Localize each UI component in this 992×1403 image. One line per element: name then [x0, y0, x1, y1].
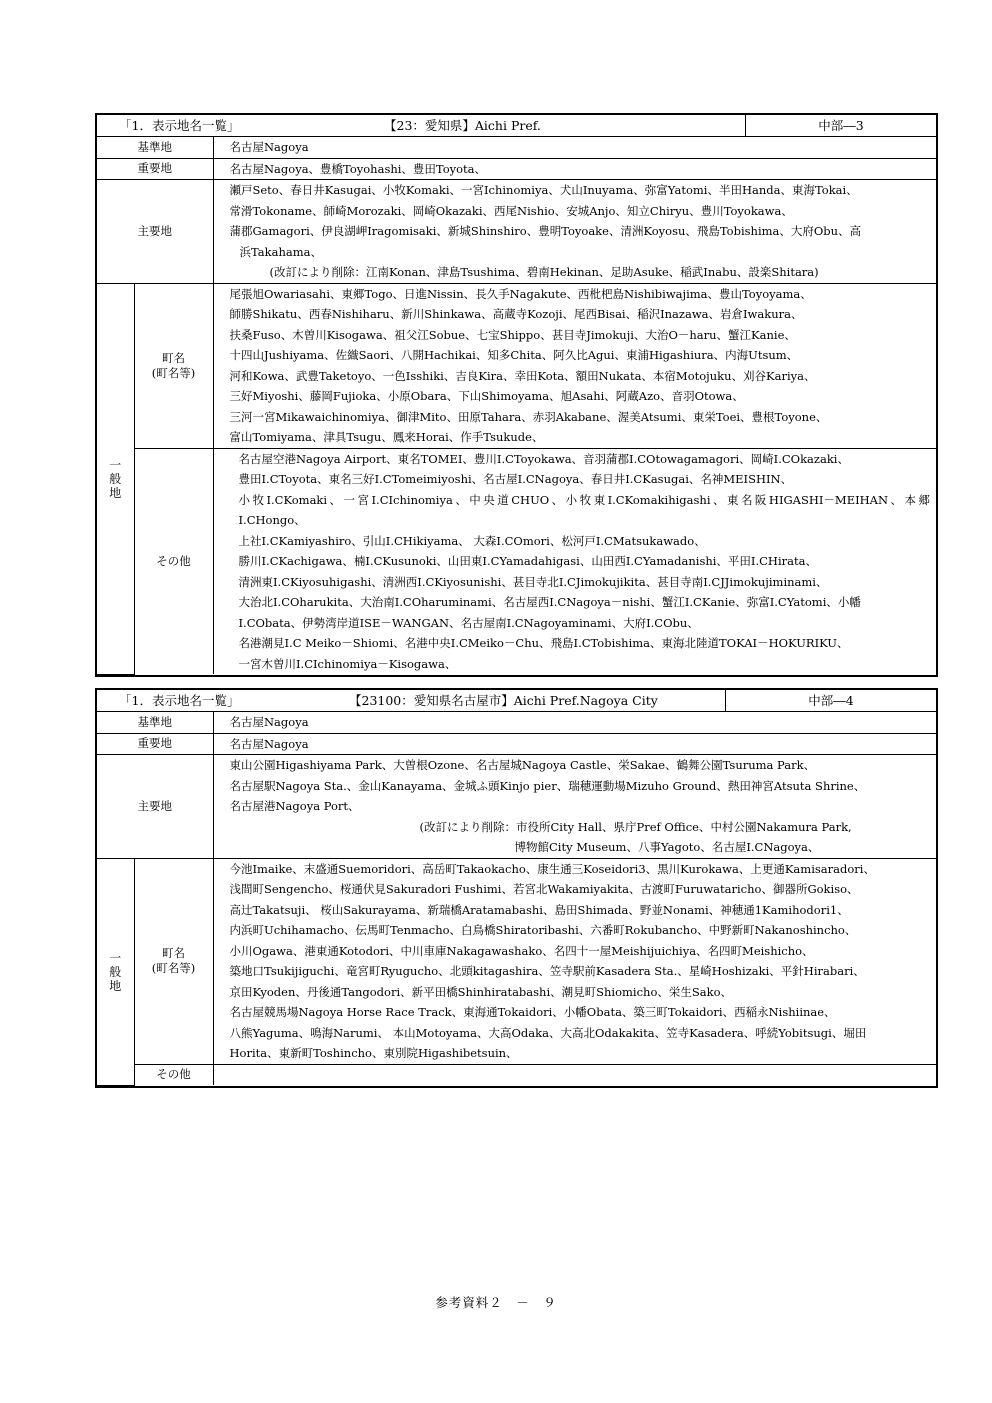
text-line: 富山Tomiyama、津具Tsugu、鳳来Horai、作手Tsukude、	[229, 430, 544, 444]
label-town-main: 町名	[162, 350, 185, 365]
label-town	[134, 858, 213, 1064]
text-line: 名古屋港Nagoya Port、	[229, 799, 360, 813]
text-line: 内浜町Uchihamacho、伝馬町Tenmacho、白鳥橋Shiratoribashi、六番町Rokubancho、中野新町Nakanoshincho、	[229, 923, 857, 937]
label-general-char: 一	[109, 457, 122, 472]
deleted-note: (改訂により削除：江南Konan、津島Tsushima、碧南Hekinan、足助Asuke、稲武Inabu、設楽Shitara)	[269, 265, 819, 279]
text-line: 扶桑Fuso、木曽川Kisogawa、祖父江Sobue、七宝Shippo、甚目寺Jimokuji、大治O－haru、蟹江Kanie、	[229, 327, 796, 342]
label-town-sub: (町名等)	[151, 365, 196, 380]
text-line: Horita、東新町Toshincho、東別院Higashibetsuin、	[229, 1046, 518, 1060]
deleted-note: (改訂により削除：市役所City Hall、県庁Pref Office、中村公園Nakamura Park,	[419, 819, 852, 834]
row-main	[97, 180, 936, 284]
text-line: 名古屋競馬場Nagoya Horse Race Track、東海通Tokaidori、小幡Obata、築三町Tokaidori、西稲永Nishiinae、	[229, 1005, 836, 1019]
label-main: 主要地	[97, 755, 213, 859]
text-line: 浜Takahama、	[239, 244, 322, 259]
text-line: 八熊Yaguma、鳴海Narumi、 本山Motoyama、大高Odaka、大高北Odakakita、笠寺Kasadera、呼続Yobitsugi、堀田	[229, 1025, 867, 1040]
text-line: 高辻Takatsuji、 桜山Sakurayama、新瑞橋Aratamabashi、島田Shimada、野並Nonami、神穂通1Kamihodori1、	[229, 902, 849, 917]
place-table	[97, 712, 936, 1086]
label-other: その他	[134, 1064, 213, 1085]
value-other	[213, 448, 936, 674]
block-region: 【23：愛知県】Aichi Pref.	[384, 118, 541, 133]
row-other	[97, 448, 936, 674]
text-line: 豊田I.CToyota、東名三好I.CTomeimiyoshi、名古屋I.CNagoya、春日井I.CKasugai、名神MEISHIN、	[238, 472, 793, 486]
row-other	[97, 1064, 936, 1085]
text-line: 三河一宮Mikawaichinomiya、御津Mito、田原Tahara、赤羽Akabane、渥美Atsumi、東栄Toei、豊根Toyone、	[229, 409, 828, 424]
text-line: 名港潮見I.C Meiko－Shiomi、名港中央I.CMeiko－Chu、飛島I.CTobishima、東海北陸道TOKAI－HOKURIKU、	[238, 636, 849, 650]
text-line: 一宮木曽川I.CIchinomiya－Kisogawa、	[238, 656, 457, 671]
page-footer: 参考資料２ － ９	[435, 1295, 557, 1310]
label-important: 重要地	[97, 733, 213, 755]
label-general-char: 地	[109, 485, 122, 500]
text-line: 河和Kowa、武豊Taketoyo、一色Isshiki、吉良Kira、幸田Kota、額田Nukata、本宿Motojuku、刈谷Kariya、	[229, 368, 816, 383]
deleted-note: 博物館City Museum、八事Yagoto、名古屋I.CNagoya、	[514, 840, 820, 854]
value-other	[213, 1064, 936, 1085]
place-list-block-nagoya	[95, 688, 938, 1088]
text-line: I.CObata、伊勢湾岸道ISE－WANGAN、名古屋南I.CNagoyaminami、大府I.CObu、	[238, 615, 699, 630]
label-important: 重要地	[97, 158, 213, 180]
text-line: 今池Imaike、末盛通Suemoridori、高岳町Takaokacho、康生通三Koseidori3、黒川Kurokawa、上更通Kamisaradori、	[229, 861, 875, 876]
label-town-main: 町名	[162, 946, 185, 960]
text-line: 師勝Shikatu、西春Nishiharu、新川Shinkawa、高蔵寺Kozoji、尾西Bisai、稲沢Inazawa、岩倉Iwakura、	[229, 307, 803, 321]
row-base	[97, 712, 936, 733]
value-main	[213, 180, 936, 284]
text-line: 上社I.CKamiyashiro、引山I.CHikiyama、 大森I.COmori、松河戸I.CMatsukawado、	[238, 533, 706, 548]
block-title: 「1．表示地名一覧」	[119, 118, 240, 133]
label-general-char: 地	[109, 978, 122, 993]
text-line: 京田Kyoden、丹後通Tangodori、新平田橋Shinhiratabashi、潮見町Shiomicho、栄生Sako、	[229, 984, 732, 999]
label-base: 基準地	[97, 712, 213, 733]
label-general	[97, 858, 134, 1085]
row-town	[97, 283, 936, 448]
value-main	[213, 755, 936, 859]
text-line: 常滑Tokoname、師崎Morozaki、岡崎Okazaki、西尾Nishio、安城Anjo、知立Chiryu、豊川Toyokawa、	[229, 203, 793, 218]
label-general	[97, 283, 134, 674]
block-title-bar	[97, 690, 936, 712]
label-town	[134, 283, 213, 448]
text-line: 名古屋空港Nagoya Airport、東名TOMEI、豊川I.CToyokawa、音羽蒲郡I.COtowagamagori、岡崎I.COkazaki、	[238, 451, 849, 466]
text-line: 東山公園Higashiyama Park、大曽根Ozone、名古屋城Nagoya Castle、栄Sakae、鶴舞公園Tsuruma Park、	[229, 758, 816, 772]
text-line: 大治北I.COharukita、大治南I.COharuminami、名古屋西I.CNagoya－nishi、蟹江I.CKanie、弥富I.CYatomi、小幡	[238, 595, 861, 609]
label-general-char: 般	[109, 964, 122, 979]
row-important	[97, 733, 936, 755]
text-line: 築地口Tsukijiguchi、竜宮町Ryugucho、北頭kitagashira、笠寺駅前Kasadera Sta.、星崎Hoshizaki、平針Hirabari、	[229, 964, 865, 978]
place-list-block-aichi	[95, 113, 938, 677]
value-base: 名古屋Nagoya	[213, 712, 936, 733]
label-town-sub: (町名等)	[151, 961, 196, 975]
text-line: 瀬戸Seto、春日井Kasugai、小牧Komaki、一宮Ichinomiya、犬山Inuyama、弥富Yatomi、半田Handa、東海Tokai、	[229, 183, 858, 197]
text-line: 勝川I.CKachigawa、楠I.CKusunoki、山田東I.CYamadahigasi、山田西I.CYamadanishi、平田I.CHirata、	[238, 554, 817, 568]
text-line: 尾張旭Owariasahi、東郷Togo、日進Nissin、長久手Nagakute、西枇杷島Nishibiwajima、豊山Toyoyama、	[229, 286, 812, 301]
text-line: 小牧I.CKomaki、一宮I.CIchinomiya、中央道CHUO、小牧東I.CKomakihigashi、東名阪HIGASHI－MEIHAN、本郷I.CHongo、	[238, 492, 930, 527]
page-code: 中部―3	[745, 115, 936, 136]
value-base: 名古屋Nagoya	[213, 137, 936, 158]
text-line: 十四山Jushiyama、佐織Saori、八開Hachikai、知多Chita、阿久比Agui、東浦Higashiura、内海Utsum、	[229, 348, 799, 362]
row-main	[97, 755, 936, 859]
text-line: 小川Ogawa、港東通Kotodori、中川車庫Nakagawashako、名四十一屋Meishijuichiya、名四町Meishicho、	[229, 943, 814, 958]
label-base: 基準地	[97, 137, 213, 158]
value-town	[213, 858, 936, 1064]
block-region: 【23100：愛知県名古屋市】Aichi Pref.Nagoya City	[349, 693, 658, 708]
row-town	[97, 858, 936, 1064]
label-general-char: 般	[109, 471, 122, 486]
row-important	[97, 158, 936, 180]
label-general-char: 一	[109, 950, 122, 965]
text-line: 蒲郡Gamagori、伊良湖岬Iragomisaki、新城Shinshiro、豊明Toyoake、清洲Koyosu、飛島Tobishima、大府Obu、高	[229, 224, 862, 238]
text-line: 浅間町Sengencho、桜通伏見Sakuradori Fushimi、若宮北Wakamiyakita、古渡町Furuwataricho、御器所Gokiso、	[229, 882, 859, 896]
text-line: 名古屋駅Nagoya Sta.、金山Kanayama、金城ふ頭Kinjo pier、瑞穂運動場Mizuho Ground、熱田神宮Atsuta Shrine、	[229, 778, 866, 793]
value-important: 名古屋Nagoya	[213, 733, 936, 755]
label-other: その他	[134, 448, 213, 674]
page-code: 中部―4	[725, 690, 936, 711]
value-important: 名古屋Nagoya、豊橋Toyohashi、豊田Toyota、	[213, 158, 936, 180]
text-line: 清洲東I.CKiyosuhigashi、清洲西I.CKiyosunishi、甚目寺北I.CJimokujikita、甚目寺南I.CJJimokujiminami、	[238, 574, 828, 589]
row-base	[97, 137, 936, 158]
label-main: 主要地	[97, 180, 213, 284]
block-title-bar	[97, 115, 936, 137]
place-table	[97, 137, 936, 675]
block-title: 「1．表示地名一覧」	[119, 693, 240, 708]
text-line: 三好Miyoshi、藤岡Fujioka、小原Obara、下山Shimoyama、旭Asahi、阿蔵Azo、音羽Otowa、	[229, 389, 744, 403]
value-town	[213, 283, 936, 448]
